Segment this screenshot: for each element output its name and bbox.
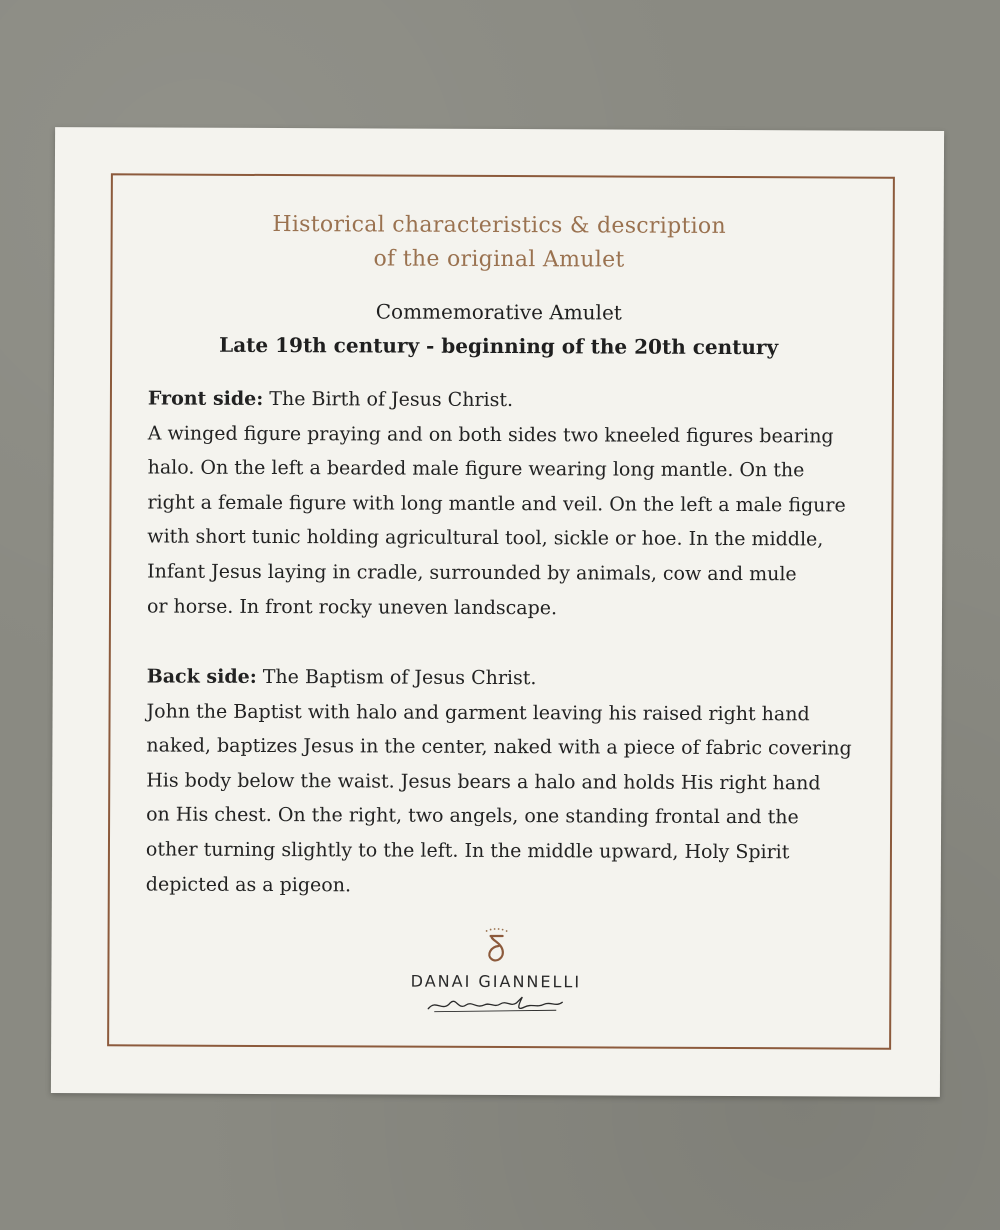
- description-card: [51, 127, 944, 1097]
- front-side-label: Front side:: [147, 387, 264, 410]
- brand-logo-block: [51, 924, 940, 1019]
- front-side-text-line: or horse. In front rocky uneven landscape.: [146, 595, 558, 619]
- front-side-text-line: halo. On the left a bearded male figure wearing long mantle. On the: [147, 456, 805, 482]
- back-side-text-line: other turning slightly to the left. In the middle upward, Holy Spirit: [145, 838, 790, 864]
- front-side-subject: The Birth of Jesus Christ.: [263, 387, 514, 412]
- back-side-text-line: His body below the waist. Jesus bears a halo and holds His right hand: [146, 769, 821, 795]
- amulet-period: Late 19th century - beginning of the 20th century: [219, 332, 779, 360]
- front-side-text-line: with short tunic holding agricultural tool, sickle or hoe. In the middle,: [147, 525, 824, 551]
- back-side-heading: [147, 659, 867, 697]
- back-side-text-line: naked, baptizes Jesus in the center, naked with a piece of fabric covering: [146, 734, 852, 760]
- front-side-section: [147, 381, 868, 626]
- front-side-text-line: right a female figure with long mantle and veil. On the left a male figure: [147, 491, 846, 517]
- handwritten-signature-icon: [406, 993, 586, 1018]
- front-side-text-line: A winged figure praying and on both sides two kneeled figures bearing: [147, 422, 834, 448]
- card-heading-line2: of the original Amulet: [373, 246, 625, 273]
- delta-logo-icon: [476, 926, 516, 966]
- back-side-label: Back side:: [146, 665, 257, 688]
- back-side-text-line: John the Baptist with halo and garment leaving his raised right hand: [146, 700, 810, 725]
- front-side-heading: [148, 381, 868, 419]
- brand-name: DANAI GIANNELLI: [410, 971, 582, 992]
- amulet-title: Commemorative Amulet: [375, 299, 622, 325]
- back-side-text-line: depicted as a pigeon.: [145, 873, 352, 896]
- front-side-text-line: Infant Jesus laying in cradle, surrounded by animals, cow and mule: [147, 560, 797, 586]
- back-side-text-line: on His chest. On the right, two angels, one standing frontal and the: [146, 803, 799, 829]
- back-side-subject: The Baptism of Jesus Christ.: [256, 665, 537, 690]
- card-heading-line1: Historical characteristics & description: [272, 212, 727, 239]
- back-side-section: [146, 659, 867, 904]
